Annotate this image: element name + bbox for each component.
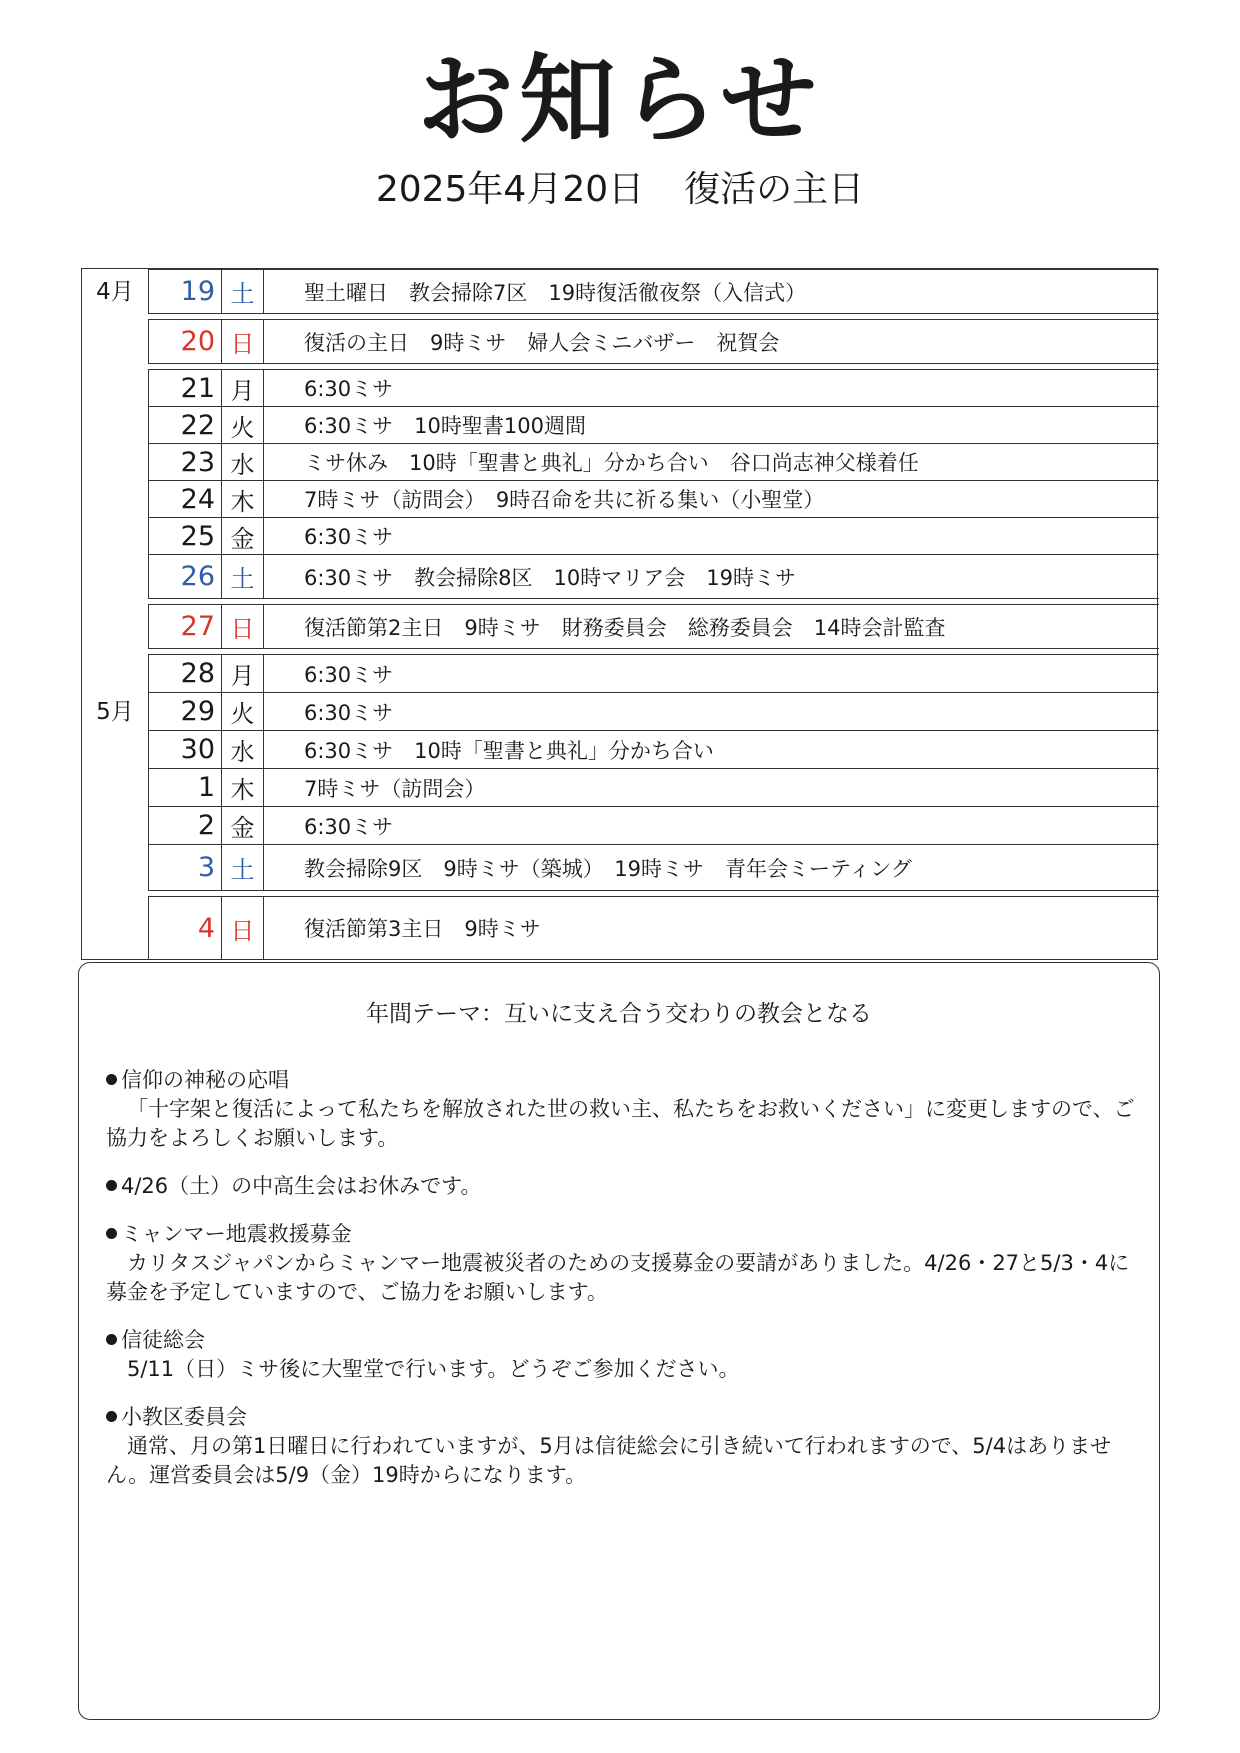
month-label-may: 5月 [96,699,134,725]
bullet-icon [106,1411,117,1422]
notice-item [106,1172,1136,1201]
schedule-row [148,517,1159,554]
event-text: 6:30ミサ [304,377,394,401]
day-number: 24 [148,481,222,517]
day-number: 23 [148,444,222,480]
notice-item [106,1066,1136,1153]
day-of-week: 火 [222,407,264,443]
day-number: 2 [148,807,222,844]
day-of-week: 木 [222,769,264,806]
bullet-icon [106,1228,117,1239]
annual-theme: 年間テーマ：互いに支え合う交わりの教会となる [366,1001,872,1027]
notice-heading: ミャンマー地震救援募金 [121,1222,352,1246]
event-text: 6:30ミサ [304,814,394,839]
day-of-week: 水 [222,444,264,480]
notice-item [106,1403,1136,1490]
day-number: 3 [148,845,222,890]
schedule-row [148,730,1159,768]
day-number: 30 [148,731,222,768]
schedule-row [148,369,1159,406]
event-text: 6:30ミサ 教会掃除8区 10時マリア会 19時ミサ [304,565,796,590]
liturgical-day: 復活の主日 [684,169,865,210]
schedule-row [148,844,1159,896]
day-number: 19 [148,270,222,313]
notice-body: 5/11（日）ミサ後に大聖堂で行います。どうぞご参加ください。 [127,1357,740,1381]
notice-body: 「十字架と復活によって私たちを解放された世の救い主、私たちをお救いください」に変更しますので、ご協力をよろしくお願いします。 [106,1097,1135,1150]
day-of-week: 土 [222,270,264,313]
day-of-week: 月 [222,655,264,692]
bulletin-date: 2025年4月20日 [375,169,645,210]
bullet-icon [106,1180,117,1191]
day-of-week: 金 [222,807,264,844]
day-number: 1 [148,769,222,806]
day-of-week: 土 [222,555,264,598]
schedule-row [148,654,1159,692]
notice-body: 通常、月の第1日曜日に行われていますが、5月は信徒総会に引き続いて行われますので、5/4はありません。運営委員会は5/9（金）19時からになります。 [106,1434,1112,1487]
schedule-row [148,692,1159,730]
event-text: 7時ミサ（訪問会） [304,776,486,801]
schedule-row [148,768,1159,806]
day-number: 21 [148,370,222,406]
notice-heading: 4/26（土）の中高生会はお休みです。 [121,1174,482,1198]
schedule-row [148,406,1159,443]
event-text: 7時ミサ（訪問会） 9時召命を共に祈る集い（小聖堂） [304,488,825,512]
notice-body: カリタスジャパンからミャンマー地震被災者のための支援募金の要請がありました。4/26・27と5/3・4に募金を予定していますので、ご協力をお願いします。 [106,1251,1130,1304]
day-of-week: 木 [222,481,264,517]
schedule-row [148,480,1159,517]
schedule-row [148,604,1159,654]
day-of-week: 土 [222,845,264,890]
event-text: 6:30ミサ 10時聖書100週間 [304,414,586,438]
day-of-week: 金 [222,518,264,554]
schedule-table [81,268,1158,960]
day-number: 22 [148,407,222,443]
event-text: 6:30ミサ [304,662,394,687]
notice-heading: 信仰の神秘の応唱 [121,1068,289,1092]
event-text: 6:30ミサ 10時「聖書と典礼」分かち合い [304,738,714,763]
bullet-icon [106,1074,117,1085]
notice-box [78,962,1160,1720]
day-number: 28 [148,655,222,692]
day-number: 26 [148,555,222,598]
event-text: 復活節第2主日 9時ミサ 財務委員会 総務委員会 14時会計監査 [304,615,946,640]
schedule-row [148,319,1159,369]
notice-heading: 信徒総会 [121,1328,205,1352]
day-number: 25 [148,518,222,554]
notice-list [106,1066,1136,1509]
event-text: ミサ休み 10時「聖書と典礼」分かち合い 谷口尚志神父様着任 [304,451,919,475]
notice-item [106,1326,1136,1384]
schedule-row [148,806,1159,844]
schedule-row [148,896,1159,959]
day-of-week: 月 [222,370,264,406]
event-text: 聖土曜日 教会掃除7区 19時復活徹夜祭（入信式） [304,280,807,305]
day-number: 20 [148,320,222,363]
event-text: 教会掃除9区 9時ミサ（築城） 19時ミサ 青年会ミーティング [304,856,912,881]
day-of-week: 水 [222,731,264,768]
day-number: 27 [148,605,222,648]
schedule-row [148,554,1159,604]
event-text: 復活節第3主日 9時ミサ [304,917,541,941]
day-of-week: 日 [222,897,264,959]
month-label-april: 4月 [96,279,134,305]
schedule-row [148,269,1159,319]
schedule-row [148,443,1159,480]
page-subtitle [0,169,1240,210]
notice-heading: 小教区委員会 [121,1405,247,1429]
day-number: 29 [148,693,222,730]
notice-item [106,1220,1136,1307]
day-of-week: 火 [222,693,264,730]
event-text: 6:30ミサ [304,525,394,549]
day-number: 4 [148,897,222,959]
day-of-week: 日 [222,320,264,363]
event-text: 復活の主日 9時ミサ 婦人会ミニバザー 祝賀会 [304,330,780,355]
bullet-icon [106,1334,117,1345]
day-of-week: 日 [222,605,264,648]
page-title: お知らせ [417,44,823,156]
event-text: 6:30ミサ [304,700,394,725]
